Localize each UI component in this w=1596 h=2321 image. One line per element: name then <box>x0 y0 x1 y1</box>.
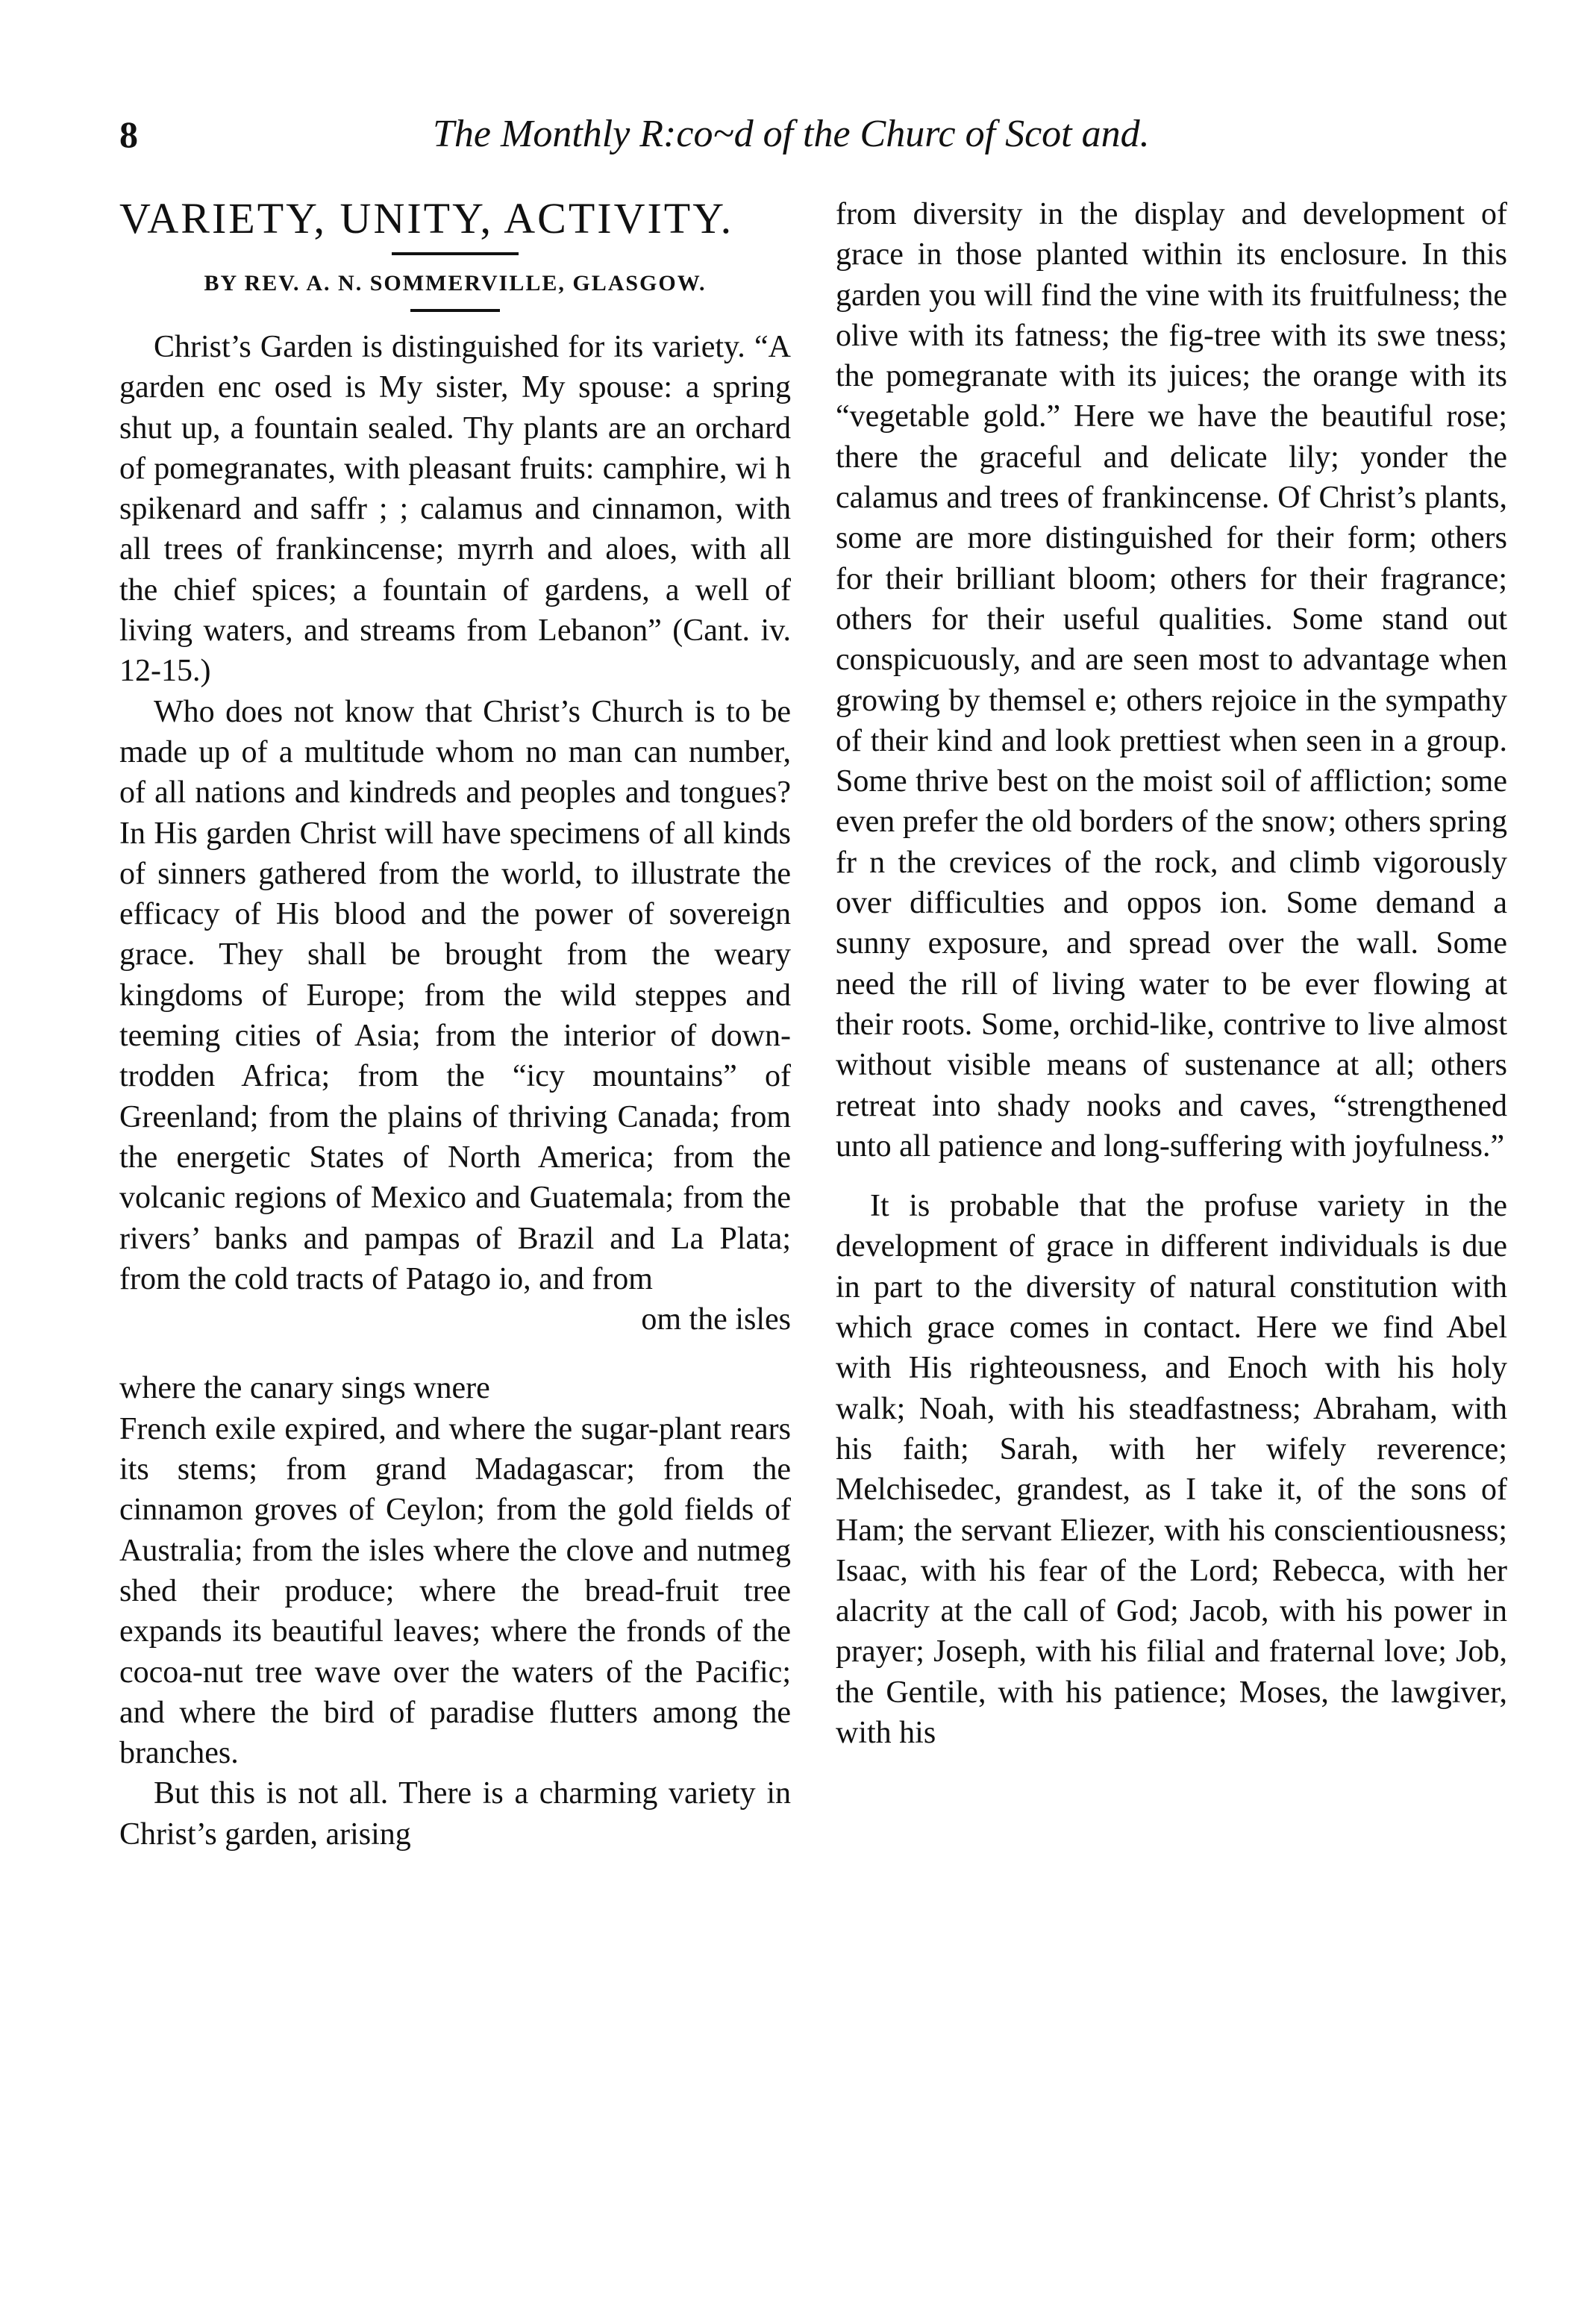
paragraph: But this is not all. There is a charming variety in Christ’s garden, arising <box>119 1776 791 1852</box>
article-title: VARIETY, UNITY, ACTIVITY. <box>119 194 734 243</box>
document-page <box>119 112 1507 2276</box>
journal-title: The Monthly R:co~d of the Churc of Scot and. <box>433 113 1150 155</box>
text-fragment: where the canary sings wnere <box>119 1371 490 1406</box>
title-rule <box>392 252 519 255</box>
paragraph: French exile expired, and where the sugar-plant rears its stems; from grand Madagascar; from the cinnamon groves of Ceylon; from the gold fields of Australia; from the isles where the clove and nutmeg shed their produce; where the bread-fruit tree expands its beautiful leaves; where the fronds of the cocoa-nut tree wave over the waters of the Pacific; and where the bird of paradise flutters among the branches. <box>119 1411 791 1771</box>
running-head <box>119 112 1507 172</box>
paragraph: Christ’s Garden is distinguished for its variety. “A garden enc osed is My sister, My spouse: a spring shut up, a fountain sealed. Thy plants are an orchard of pomegranates, with pleasant fruits: camphire, wi h spikenard and saffr ; ; calamus and cinnamon, with all trees of frankincense; myrrh and aloes, with all the chief spices; a fountain of gardens, a well of living waters, and streams from Lebanon” (Cant. iv. 12-15.) <box>119 330 791 689</box>
paragraph: from diversity in the display and development of grace in those planted within its enclosure. In this garden you will find the vine with its fruitfulness; the olive with its fatness; the fig-tree with its swe tness; the pomegranate with its juices; the orange with its “vegetable gold.” Here we have the beautiful rose; there the graceful and delicate lily; yonder the calamus and trees of frankincense. Of Christ’s plants, some are more distinguished for their form; others for their brilliant bloom; others for their fragrance; others for their useful qualities. Some stand out conspicuously, and are seen most to advantage when growing by themsel e; others rejoice in the sympathy of their kind and look prettiest when seen in a group. Some thrive best on the moist soil of affliction; some even prefer the old borders of the snow; others spring fr n the crevices of the rock, and climb vigorously over difficulties and oppos ion. Some demand a sunny exposure, and spread over the wall. Some need the rill of living water to be ever flowing at their roots. Some, orchid-like, contrive to live almost without visible means of sustenance at all; others retreat into shady nooks and caves, “strengthened unto all patience and long-suffering with joyfulness.” <box>836 197 1507 1163</box>
print-gap <box>119 1340 791 1368</box>
right-column <box>836 194 1507 1753</box>
byline-rule <box>410 309 500 312</box>
text-fragment: om the isles <box>641 1302 791 1337</box>
left-column <box>119 194 791 1855</box>
paragraph-gap <box>836 1166 1507 1186</box>
paragraph: Who does not know that Christ’s Church is to be made up of a multitude whom no man can number, of all nations and kindreds and peoples and tongues? In His garden Christ will have specimens of all kinds of sinners gathered from the world, to illustrate the efficacy of His blood and the power of sovereign grace. They shall be brought from the weary kingdoms of Europe; from the wild steppes and teeming cities of Asia; from the interior of down-trodden Africa; from the “icy mountains” of Greenland; from the plains of thriving Canada; from the energetic States of North America; from the volcanic regions of Mexico and Guatemala; from the rivers’ banks and pampas of Brazil and La Plata; from the cold tracts of Patago io, and from <box>119 694 791 1296</box>
page-number: 8 <box>119 113 138 155</box>
article-byline: BY REV. A. N. SOMMERVILLE, GLASGOW. <box>204 271 707 296</box>
paragraph: It is probable that the profuse variety in the development of grace in different individuals is due in part to the diversity of natural constitution with which grace comes in contact. Here we find Abel with His righteousness, and Enoch with his holy walk; Noah, with his steadfastness; Abraham, with his faith; Sarah, with her wifely reverence; Melchisedec, grandest, as I take it, of the sons of Ham; the servant Eliezer, with his conscientiousness; Isaac, with his fear of the Lord; Rebecca, with her alacrity at the call of God; Jacob, with his power in prayer; Joseph, with his filial and fraternal love; Job, the Gentile, with his patience; Moses, the lawgiver, with his <box>836 1189 1507 1750</box>
